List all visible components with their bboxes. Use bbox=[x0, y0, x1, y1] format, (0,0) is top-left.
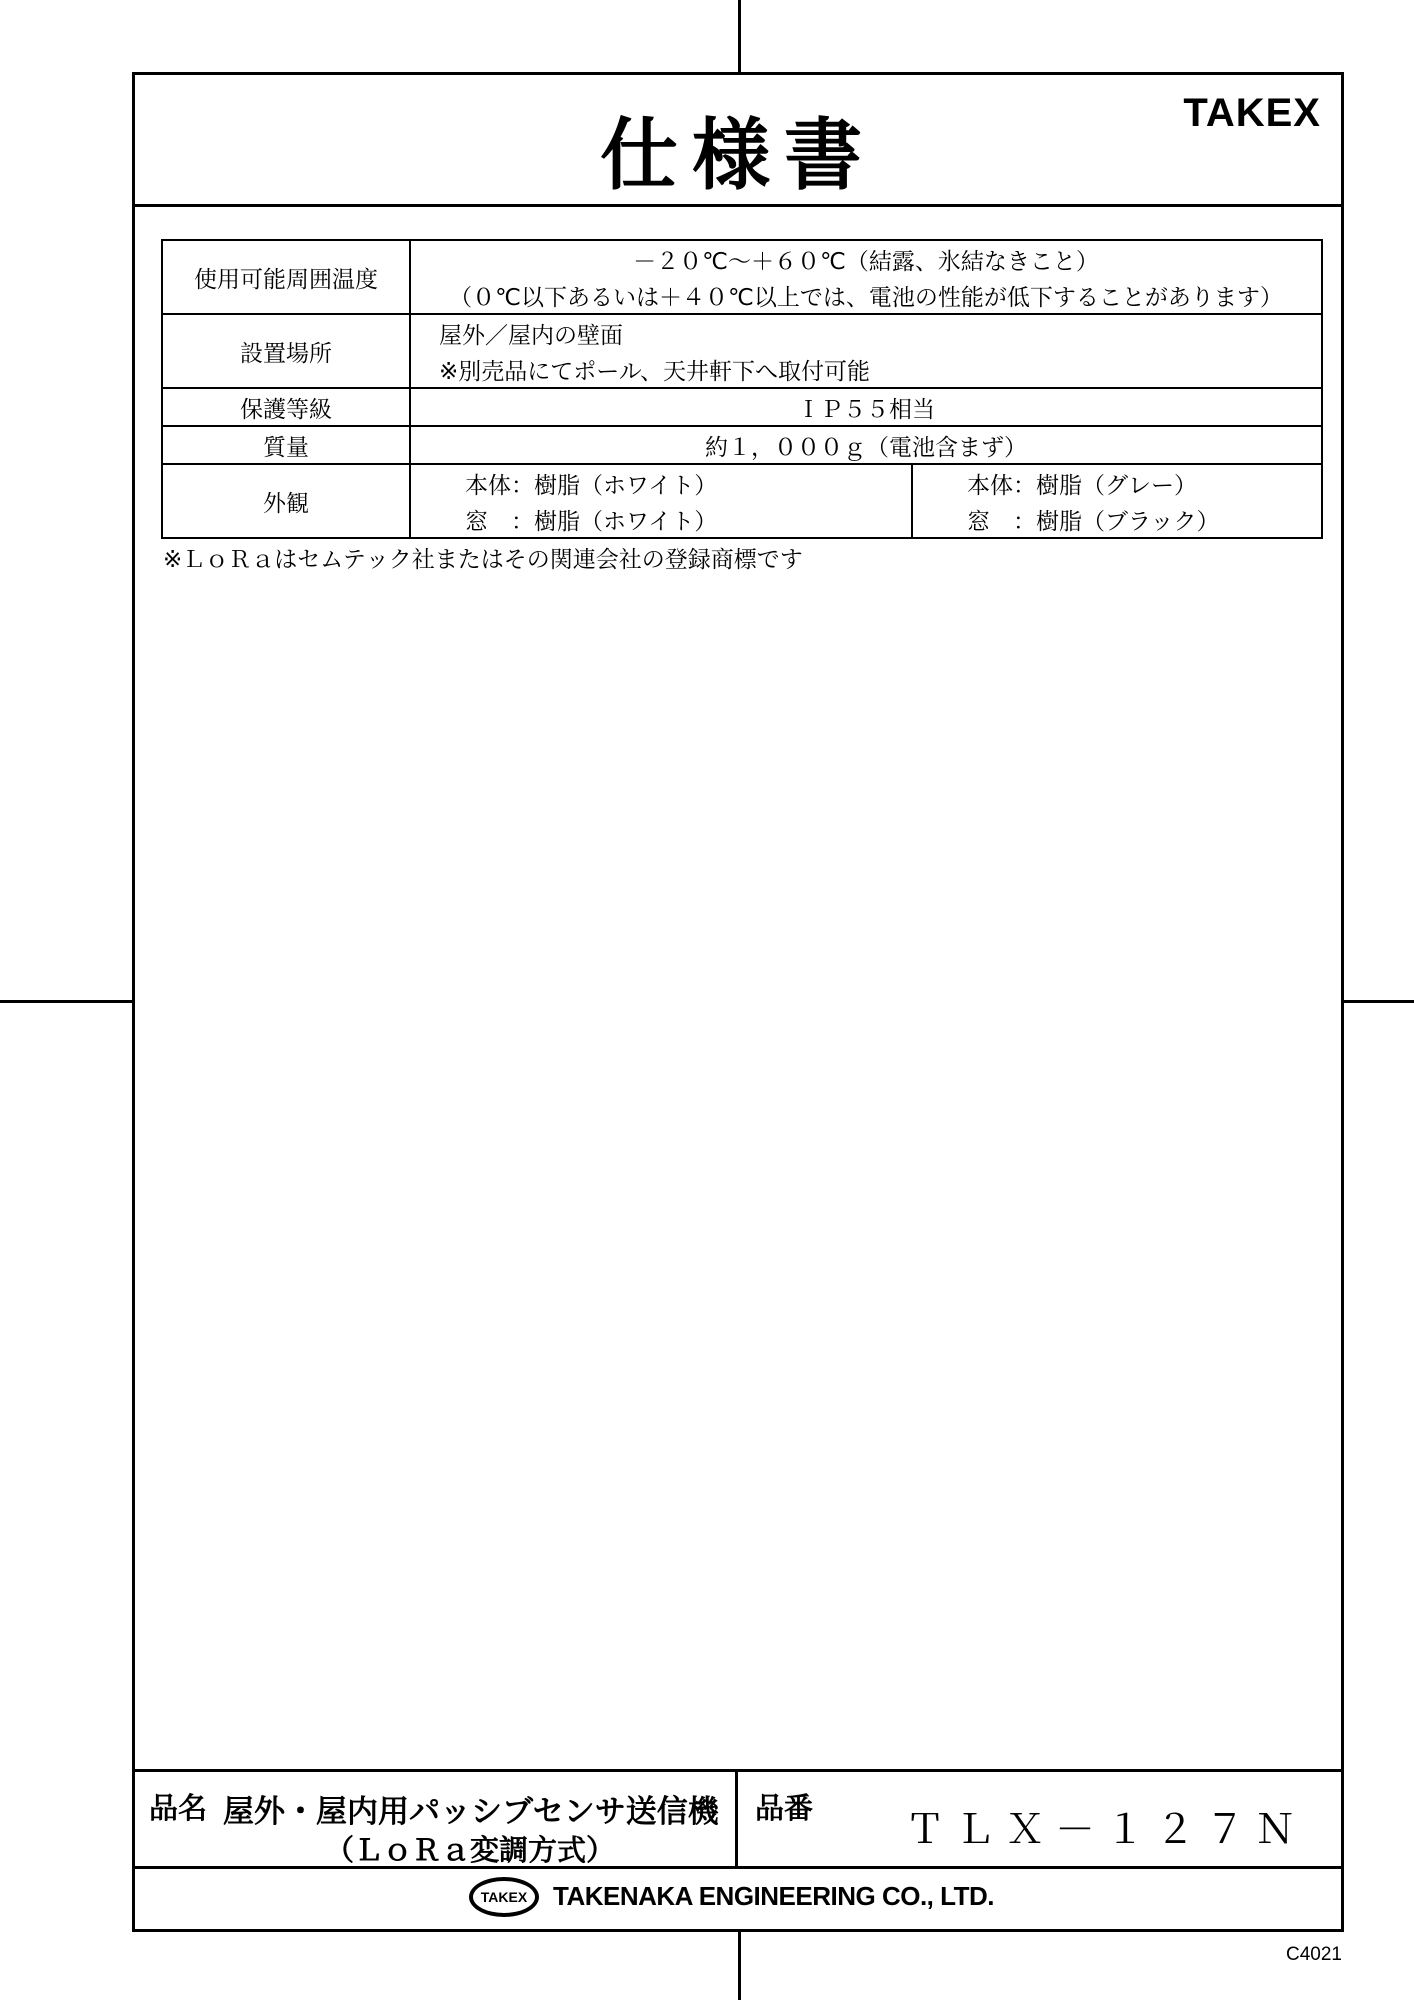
temperature-value-2: （０℃以下あるいは＋４０℃以上では、電池の性能が低下することがあります） bbox=[410, 277, 1322, 314]
crop-mark-left bbox=[0, 1000, 132, 1003]
table-row bbox=[162, 388, 1322, 426]
crop-mark-right bbox=[1344, 1000, 1414, 1003]
location-label: 設置場所 bbox=[162, 314, 410, 388]
appearance-white-body: 本体：樹脂（ホワイト） bbox=[410, 464, 912, 501]
product-number-label: 品番 bbox=[755, 1791, 814, 1825]
table-row bbox=[162, 314, 1322, 351]
crop-mark-top bbox=[738, 0, 741, 72]
table-row bbox=[162, 464, 1322, 501]
company-name: TAKENAKA ENGINEERING CO., LTD. bbox=[553, 1881, 994, 1911]
company-logo-icon: TAKEX bbox=[469, 1877, 539, 1917]
product-footer bbox=[135, 1769, 1341, 1869]
location-value-2: ※別売品にてポール、天井軒下へ取付可能 bbox=[410, 351, 1322, 388]
appearance-white-window: 窓 ：樹脂（ホワイト） bbox=[410, 501, 912, 538]
trademark-note: ※ＬｏＲａはセムテック社またはその関連会社の登録商標です bbox=[163, 547, 803, 573]
table-row bbox=[162, 240, 1322, 277]
product-number: ＴＬＸ－１２７Ｎ bbox=[905, 1808, 1305, 1852]
mass-label: 質量 bbox=[162, 426, 410, 464]
title-row bbox=[135, 75, 1341, 207]
protection-value: ＩＰ５５相当 bbox=[410, 388, 1322, 426]
brand-logo: TAKEX bbox=[1183, 91, 1321, 135]
appearance-gray-window: 窓 ：樹脂（ブラック） bbox=[912, 501, 1322, 538]
footer-divider bbox=[735, 1772, 738, 1866]
table-row bbox=[162, 426, 1322, 464]
crop-mark-bottom bbox=[738, 1932, 741, 2000]
page-title: 仕様書 bbox=[599, 111, 876, 201]
location-value-1: 屋外／屋内の壁面 bbox=[410, 314, 1322, 351]
temperature-value-1: －２０℃～＋６０℃（結露、氷結なきこと） bbox=[410, 240, 1322, 277]
product-name-sub: （ＬｏＲａ変調方式） bbox=[325, 1833, 616, 1867]
appearance-label: 外観 bbox=[162, 464, 410, 538]
mass-value: 約１，０００ｇ（電池含まず） bbox=[410, 426, 1322, 464]
document-code: C4021 bbox=[1286, 1944, 1342, 1965]
product-name-label: 品名 bbox=[149, 1791, 208, 1825]
company-bar bbox=[135, 1873, 1341, 1929]
spec-table bbox=[161, 239, 1323, 539]
appearance-gray-body: 本体：樹脂（グレー） bbox=[912, 464, 1322, 501]
protection-label: 保護等級 bbox=[162, 388, 410, 426]
spec-sheet-frame bbox=[132, 72, 1344, 1932]
temperature-label: 使用可能周囲温度 bbox=[162, 240, 410, 314]
product-name: 屋外・屋内用パッシブセンサ送信機 bbox=[223, 1794, 719, 1830]
